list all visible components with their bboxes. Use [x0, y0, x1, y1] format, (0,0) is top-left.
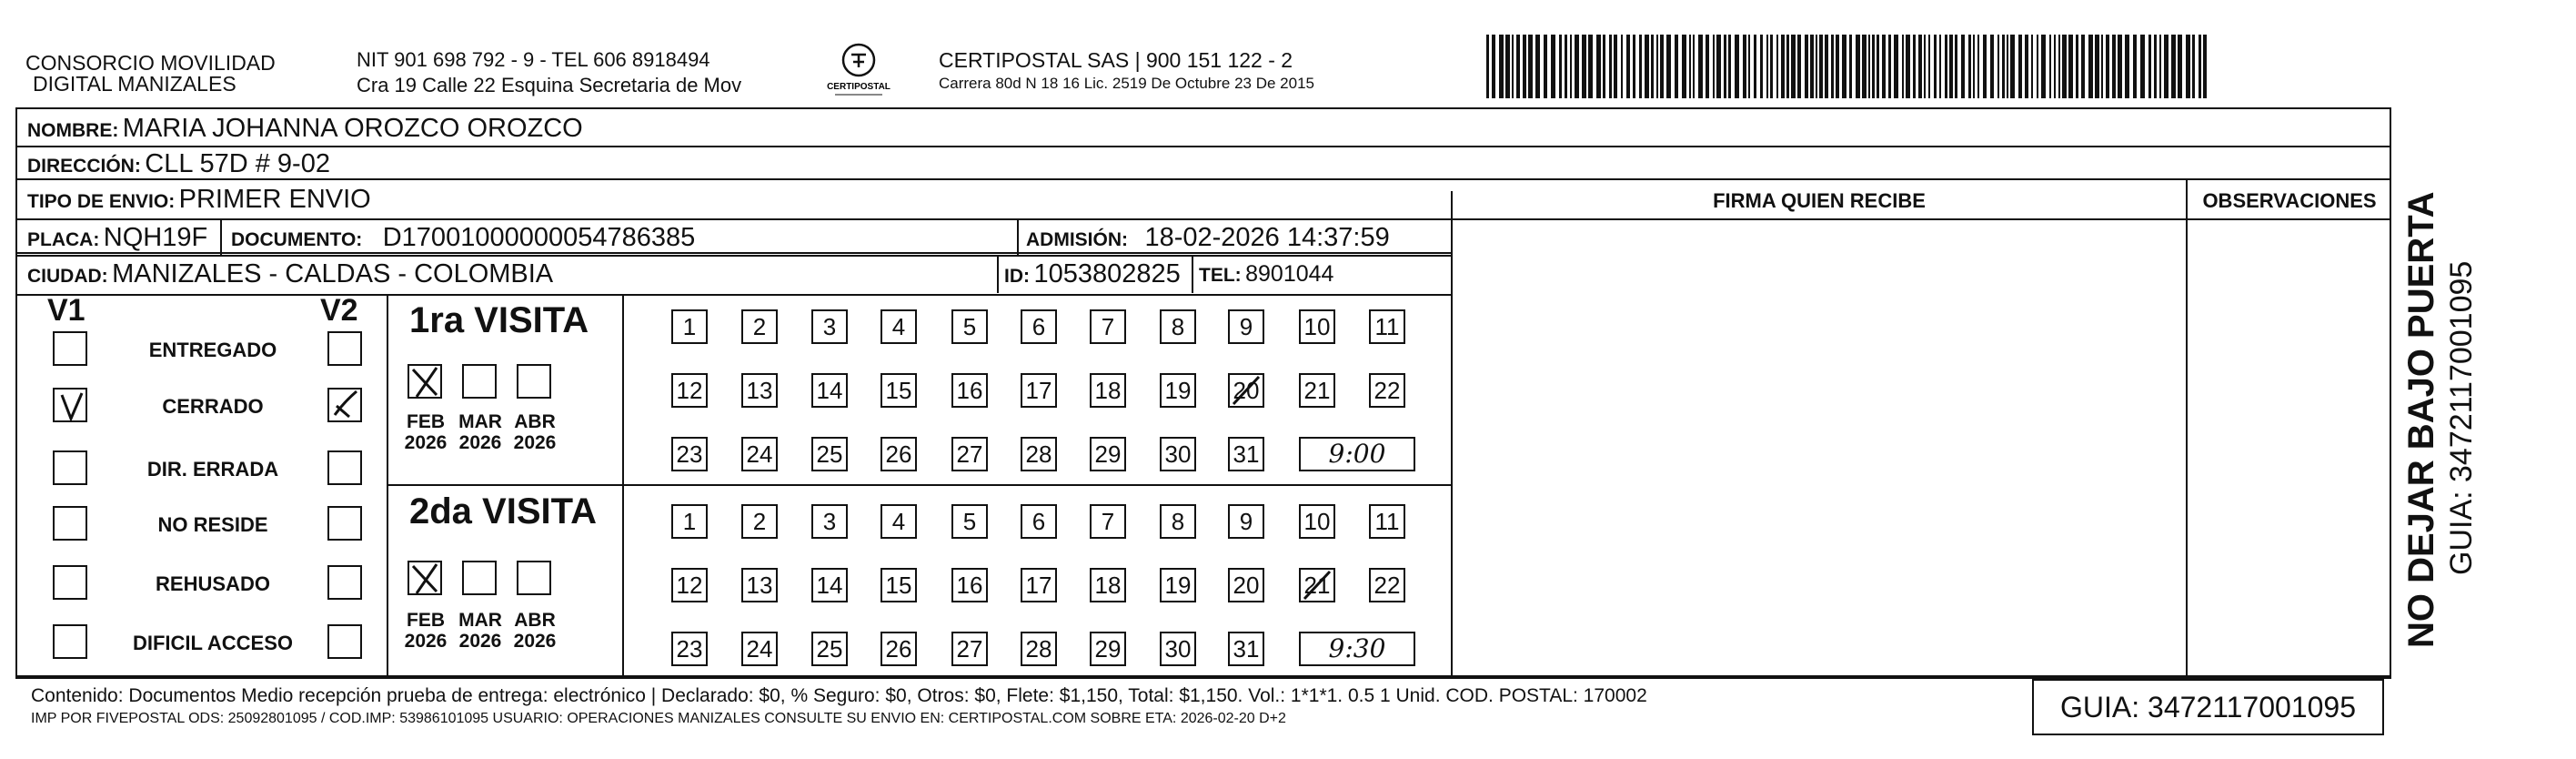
- barcode-bar: [1735, 35, 1739, 98]
- day-box[interactable]: 10: [1299, 504, 1335, 539]
- footer-print-info: IMP POR FIVEPOSTAL ODS: 25092801095 / COD.IMP: 53986101095 USUARIO: OPERACIONES MANIZALES CONSULTE SU ENVIO EN: CERTIPOSTAL.COM SOBRE ETA: 2026-02-20 D+2: [31, 711, 1286, 726]
- visit-title: 2da VISITA: [409, 491, 597, 531]
- day-box[interactable]: 19: [1160, 373, 1196, 408]
- day-mark: [1228, 373, 1264, 410]
- barcode-bar: [2095, 35, 2099, 98]
- visit-month-label: [508, 610, 562, 652]
- day-box[interactable]: 18: [1090, 373, 1126, 408]
- day-box[interactable]: 12: [671, 373, 708, 408]
- day-box[interactable]: 5: [951, 309, 988, 344]
- visit-month-checkbox[interactable]: [517, 561, 551, 595]
- month-year: 2026: [404, 631, 448, 652]
- certipostal-logo: [820, 40, 897, 104]
- visit-month-label: [398, 610, 453, 652]
- visit-month-checkbox[interactable]: [517, 364, 551, 399]
- month-name: ABR: [514, 610, 556, 631]
- barcode-bar: [2049, 35, 2051, 98]
- barcode-bar: [1492, 35, 1495, 98]
- barcode-bar: [2106, 35, 2109, 98]
- barcode-bar: [1716, 35, 1721, 98]
- day-box[interactable]: 31: [1228, 632, 1264, 666]
- barcode-bar: [1544, 35, 1547, 98]
- day-box[interactable]: 18: [1090, 568, 1126, 602]
- barcode-bar: [1934, 35, 1937, 98]
- barcode-bar: [1660, 35, 1664, 98]
- barcode: [1486, 35, 2209, 98]
- visit-month-label: [453, 610, 508, 652]
- barcode-bar: [1949, 35, 1953, 98]
- barcode-bar: [1645, 35, 1649, 98]
- day-box[interactable]: 4: [880, 504, 917, 539]
- day-box[interactable]: 15: [880, 373, 917, 408]
- barcode-bar: [1582, 35, 1586, 98]
- barcode-bar: [1868, 35, 1870, 98]
- barcode-bar: [1766, 35, 1768, 98]
- barcode-bar: [2002, 35, 2005, 98]
- day-box[interactable]: 7: [1090, 309, 1126, 344]
- day-box[interactable]: 11: [1369, 309, 1405, 344]
- day-box[interactable]: 4: [880, 309, 917, 344]
- carrier-name: CERTIPOSTAL SAS | 900 151 122 - 2: [939, 48, 1293, 72]
- day-box[interactable]: 9: [1228, 504, 1264, 539]
- day-box[interactable]: 27: [951, 632, 988, 666]
- day-box[interactable]: 22: [1369, 373, 1405, 408]
- status-v2-checkbox[interactable]: [327, 506, 362, 541]
- month-year: 2026: [513, 432, 557, 453]
- logo-text: CERTIPOSTAL: [827, 82, 891, 92]
- barcode-bar: [1872, 35, 1875, 98]
- barcode-bar: [2037, 35, 2038, 98]
- observations-area[interactable]: [2188, 220, 2391, 675]
- tel-label: TEL:: [1199, 265, 1242, 286]
- day-box[interactable]: 12: [671, 568, 708, 602]
- visit-month-label: [508, 411, 562, 453]
- day-box[interactable]: 14: [811, 568, 848, 602]
- day-box[interactable]: 8: [1160, 504, 1196, 539]
- placa-label: PLACA:: [27, 229, 100, 250]
- barcode-bar: [1928, 35, 1930, 98]
- ciudad-label: CIUDAD:: [27, 266, 108, 287]
- month-year: 2026: [458, 631, 502, 652]
- barcode-bar: [1748, 35, 1750, 98]
- visit-month-checkbox[interactable]: [408, 561, 442, 595]
- day-box[interactable]: 25: [811, 632, 848, 666]
- barcode-bar: [1528, 35, 1533, 98]
- barcode-bar: [1516, 35, 1520, 98]
- barcode-bar: [1825, 35, 1828, 98]
- day-box[interactable]: 31: [1228, 437, 1264, 471]
- day-box[interactable]: 20: [1228, 373, 1264, 408]
- visit-month-label: [398, 411, 453, 453]
- barcode-bar: [1512, 35, 1514, 98]
- direccion-label: DIRECCIÓN:: [27, 156, 141, 177]
- month-year: 2026: [458, 432, 502, 453]
- barcode-bar: [1776, 35, 1778, 98]
- barcode-bar: [2088, 35, 2093, 98]
- barcode-bar: [1614, 35, 1617, 98]
- barcode-bar: [1831, 35, 1834, 98]
- day-box[interactable]: 6: [1021, 309, 1057, 344]
- direccion-value: CLL 57D # 9-02: [145, 149, 330, 178]
- barcode-bar: [2081, 35, 2085, 98]
- barcode-bar: [2118, 35, 2122, 98]
- visit-title: 1ra VISITA: [409, 300, 589, 340]
- visit-time[interactable]: 9:00: [1299, 437, 1415, 471]
- status-v1-checkbox[interactable]: [53, 331, 87, 366]
- day-mark: [1299, 568, 1335, 604]
- barcode-bar: [1588, 35, 1593, 98]
- barcode-bar: [2058, 35, 2060, 98]
- barcode-bar: [2148, 35, 2151, 98]
- barcode-bar: [1689, 35, 1691, 98]
- status-v1-checkbox[interactable]: [53, 624, 87, 659]
- barcode-bar: [1797, 35, 1801, 98]
- sender-nit: NIT 901 698 792 - 9 - TEL 606 8918494: [357, 48, 710, 71]
- visit-month-checkbox[interactable]: [462, 364, 497, 399]
- barcode-bar: [1939, 35, 1941, 98]
- status-label: NO RESIDE: [157, 513, 268, 536]
- tipo-label: TIPO DE ENVIO:: [27, 191, 176, 212]
- day-box[interactable]: 24: [741, 437, 778, 471]
- barcode-bar: [2192, 35, 2195, 98]
- visit-month-checkbox[interactable]: [462, 561, 497, 595]
- barcode-bar: [2112, 35, 2116, 98]
- barcode-bar: [1675, 35, 1678, 98]
- barcode-bar: [1724, 35, 1726, 98]
- barcode-bar: [1693, 35, 1695, 98]
- day-box[interactable]: 16: [951, 373, 988, 408]
- day-box[interactable]: 24: [741, 632, 778, 666]
- side-guia: GUIA: 3472117001095: [2444, 260, 2479, 575]
- day-box[interactable]: 13: [741, 568, 778, 602]
- barcode-bar: [1535, 35, 1540, 98]
- barcode-bar: [1639, 35, 1642, 98]
- barcode-bar: [1836, 35, 1839, 98]
- barcode-bar: [1894, 35, 1898, 98]
- day-box[interactable]: 11: [1369, 504, 1405, 539]
- id-row: [1004, 258, 1181, 294]
- month-name: ABR: [514, 411, 556, 432]
- barcode-bar: [1523, 35, 1526, 98]
- barcode-bar: [1754, 35, 1756, 98]
- barcode-bar: [1633, 35, 1635, 98]
- footer-content: Contenido: Documentos Medio recepción prueba de entrega: electrónico | Declarado: $0, % Seguro: $0, Otros: $0, Flete: $1,150, Total: $1,150. Vol.: 1*1*1. 0.5 1 Unid. COD. POSTAL: 170002: [31, 685, 1647, 706]
- visit-month-label: [453, 411, 508, 453]
- barcode-bar: [1682, 35, 1686, 98]
- day-box[interactable]: 9: [1228, 309, 1264, 344]
- status-label: REHUSADO: [156, 572, 270, 595]
- tipo-row: [27, 184, 371, 219]
- barcode-bar: [2159, 35, 2161, 98]
- status-v2-checkbox[interactable]: [327, 388, 362, 422]
- ciudad-row: [27, 258, 553, 294]
- barcode-bar: [1968, 35, 1971, 98]
- sender-contact: [357, 47, 741, 98]
- barcode-bar: [1918, 35, 1922, 98]
- day-box[interactable]: 28: [1021, 632, 1057, 666]
- barcode-bar: [1486, 35, 1489, 98]
- day-box[interactable]: 8: [1160, 309, 1196, 344]
- sender-block: [25, 53, 298, 95]
- barcode-bar: [1706, 35, 1709, 98]
- barcode-bar: [2178, 35, 2182, 98]
- visit-time[interactable]: 9:30: [1299, 632, 1415, 666]
- barcode-bar: [2199, 35, 2201, 98]
- status-v1-checkbox[interactable]: [53, 388, 87, 422]
- v2-header: V2: [320, 293, 358, 328]
- month-name: FEB: [407, 411, 445, 432]
- sender-name-line1: CONSORCIO MOVILIDAD: [25, 51, 276, 75]
- barcode-bar: [2025, 35, 2028, 98]
- day-box[interactable]: 26: [880, 632, 917, 666]
- barcode-bar: [1728, 35, 1731, 98]
- status-label: DIFICIL ACCESO: [132, 632, 293, 654]
- day-box[interactable]: 21: [1299, 568, 1335, 602]
- barcode-bar: [2186, 35, 2190, 98]
- barcode-bar: [1862, 35, 1867, 98]
- barcode-bar: [1810, 35, 1814, 98]
- nombre-value: MARIA JOHANNA OROZCO OROZCO: [122, 114, 583, 143]
- day-box[interactable]: 26: [880, 437, 917, 471]
- barcode-bar: [1596, 35, 1601, 98]
- visit-month-checkbox[interactable]: [408, 364, 442, 399]
- day-box[interactable]: 2: [741, 504, 778, 539]
- barcode-bar: [1656, 35, 1658, 98]
- sender-name-line2: DIGITAL MANIZALES: [33, 72, 236, 96]
- barcode-bar: [1743, 35, 1746, 98]
- day-box[interactable]: 6: [1021, 504, 1057, 539]
- admision-label: ADMISIÓN:: [1026, 229, 1128, 250]
- month-name: MAR: [458, 411, 502, 432]
- nombre-label: NOMBRE:: [27, 120, 119, 141]
- barcode-bar: [2164, 35, 2168, 98]
- barcode-bar: [1924, 35, 1926, 98]
- barcode-bar: [1609, 35, 1612, 98]
- barcode-bar: [1760, 35, 1763, 98]
- barcode-bar: [2140, 35, 2145, 98]
- barcode-bar: [1906, 35, 1910, 98]
- barcode-bar: [1902, 35, 1904, 98]
- barcode-bar: [1651, 35, 1654, 98]
- observaciones-header: OBSERVACIONES: [2202, 189, 2377, 212]
- barcode-bar: [1698, 35, 1703, 98]
- status-label: CERRADO: [162, 395, 264, 418]
- footer: [31, 684, 1647, 730]
- barcode-bar: [2031, 35, 2033, 98]
- day-box[interactable]: 29: [1090, 632, 1126, 666]
- no-dejar-bajo-puerta: NO DEJAR BAJO PUERTA: [2401, 191, 2441, 648]
- barcode-bar: [1786, 35, 1789, 98]
- barcode-bar: [1603, 35, 1605, 98]
- barcode-bar: [2076, 35, 2078, 98]
- day-box[interactable]: 21: [1299, 373, 1335, 408]
- admision-row: [1026, 222, 1390, 258]
- status-v1-checkbox[interactable]: [53, 565, 87, 600]
- day-box[interactable]: 13: [741, 373, 778, 408]
- documento-row: [231, 222, 695, 258]
- barcode-bar: [1666, 35, 1671, 98]
- barcode-bar: [1499, 35, 1504, 98]
- barcode-bar: [1882, 35, 1886, 98]
- day-box[interactable]: 25: [811, 437, 848, 471]
- barcode-bar: [1551, 35, 1555, 98]
- barcode-bar: [1955, 35, 1957, 98]
- day-box[interactable]: 3: [811, 504, 848, 539]
- day-box[interactable]: 16: [951, 568, 988, 602]
- status-v2-checkbox[interactable]: [327, 565, 362, 600]
- day-box[interactable]: 19: [1160, 568, 1196, 602]
- barcode-bar: [1621, 35, 1623, 98]
- status-label: DIR. ERRADA: [146, 458, 279, 481]
- firma-header: FIRMA QUIEN RECIBE: [1713, 189, 1926, 212]
- barcode-bar: [1575, 35, 1579, 98]
- barcode-bar: [1842, 35, 1846, 98]
- barcode-bar: [2125, 35, 2129, 98]
- day-box[interactable]: 27: [951, 437, 988, 471]
- day-box[interactable]: 23: [671, 437, 708, 471]
- barcode-bar: [1961, 35, 1965, 98]
- barcode-bar: [1888, 35, 1891, 98]
- barcode-bar: [1781, 35, 1785, 98]
- v1-header: V1: [47, 293, 86, 328]
- barcode-bar: [1565, 35, 1567, 98]
- day-box[interactable]: 5: [951, 504, 988, 539]
- barcode-bar: [2062, 35, 2067, 98]
- day-box[interactable]: 20: [1228, 568, 1264, 602]
- day-box[interactable]: 1: [671, 309, 708, 344]
- guia-box: GUIA: 3472117001095: [2032, 679, 2384, 735]
- barcode-bar: [2018, 35, 2022, 98]
- day-box[interactable]: 3: [811, 309, 848, 344]
- barcode-bar: [1997, 35, 1999, 98]
- day-box[interactable]: 30: [1160, 632, 1196, 666]
- barcode-bar: [1770, 35, 1773, 98]
- barcode-bar: [1816, 35, 1817, 98]
- day-box[interactable]: 15: [880, 568, 917, 602]
- barcode-bar: [1570, 35, 1572, 98]
- tel-value: 8901044: [1245, 261, 1334, 287]
- barcode-bar: [1856, 35, 1860, 98]
- direccion-row: [27, 148, 330, 184]
- barcode-bar: [1977, 35, 1979, 98]
- barcode-bar: [1713, 35, 1715, 98]
- day-box[interactable]: 2: [741, 309, 778, 344]
- barcode-bar: [1805, 35, 1808, 98]
- barcode-bar: [1505, 35, 1510, 98]
- status-v2-checkbox[interactable]: [327, 331, 362, 366]
- documento-label: DOCUMENTO:: [231, 229, 363, 250]
- barcode-bar: [2171, 35, 2176, 98]
- status-v1-checkbox[interactable]: [53, 450, 87, 485]
- nombre-row: [27, 113, 583, 148]
- month-year: 2026: [513, 631, 557, 652]
- day-box[interactable]: 23: [671, 632, 708, 666]
- status-label: ENTREGADO: [148, 339, 277, 361]
- barcode-bar: [1973, 35, 1975, 98]
- signature-area[interactable]: [1453, 220, 2186, 675]
- placa-value: NQH19F: [103, 223, 208, 252]
- barcode-bar: [1990, 35, 1994, 98]
- month-name: MAR: [458, 610, 502, 631]
- day-box[interactable]: 17: [1021, 373, 1057, 408]
- status-v1-checkbox[interactable]: [53, 506, 87, 541]
- id-value: 1053802825: [1033, 259, 1181, 288]
- barcode-bar: [1559, 35, 1562, 98]
- status-v2-checkbox[interactable]: [327, 624, 362, 659]
- day-box[interactable]: 22: [1369, 568, 1405, 602]
- tel-row: [1199, 258, 1333, 293]
- placa-row: [27, 222, 207, 258]
- month-name: FEB: [407, 610, 445, 631]
- day-box[interactable]: 29: [1090, 437, 1126, 471]
- admision-value: 18-02-2026 14:37:59: [1144, 223, 1390, 252]
- month-year: 2026: [404, 432, 448, 453]
- barcode-bar: [1626, 35, 1630, 98]
- day-box[interactable]: 28: [1021, 437, 1057, 471]
- barcode-bar: [2154, 35, 2157, 98]
- barcode-bar: [2068, 35, 2073, 98]
- sender-address: Cra 19 Calle 22 Esquina Secretaria de Mov: [357, 74, 742, 96]
- status-v2-checkbox[interactable]: [327, 450, 362, 485]
- barcode-bar: [2101, 35, 2103, 98]
- tipo-value: PRIMER ENVIO: [178, 185, 371, 214]
- barcode-bar: [1913, 35, 1916, 98]
- id-label: ID:: [1004, 266, 1030, 287]
- barcode-bar: [2054, 35, 2056, 98]
- barcode-bar: [2010, 35, 2015, 98]
- day-box[interactable]: 30: [1160, 437, 1196, 471]
- barcode-bar: [2041, 35, 2046, 98]
- barcode-bar: [1877, 35, 1879, 98]
- barcode-bar: [1819, 35, 1823, 98]
- barcode-bar: [2203, 35, 2207, 98]
- day-box[interactable]: 1: [671, 504, 708, 539]
- day-box[interactable]: 7: [1090, 504, 1126, 539]
- barcode-bar: [1983, 35, 1987, 98]
- documento-value: D17001000000054786385: [382, 223, 696, 252]
- barcode-bar: [2133, 35, 2137, 98]
- carrier-block: [939, 47, 1314, 95]
- barcode-bar: [2007, 35, 2008, 98]
- barcode-bar: [1945, 35, 1947, 98]
- barcode-bar: [1849, 35, 1852, 98]
- day-box[interactable]: 10: [1299, 309, 1335, 344]
- day-box[interactable]: 17: [1021, 568, 1057, 602]
- carrier-license: Carrera 80d N 18 16 Lic. 2519 De Octubre 23 De 2015: [939, 75, 1314, 92]
- barcode-bar: [1791, 35, 1796, 98]
- ciudad-value: MANIZALES - CALDAS - COLOMBIA: [112, 259, 554, 288]
- day-box[interactable]: 14: [811, 373, 848, 408]
